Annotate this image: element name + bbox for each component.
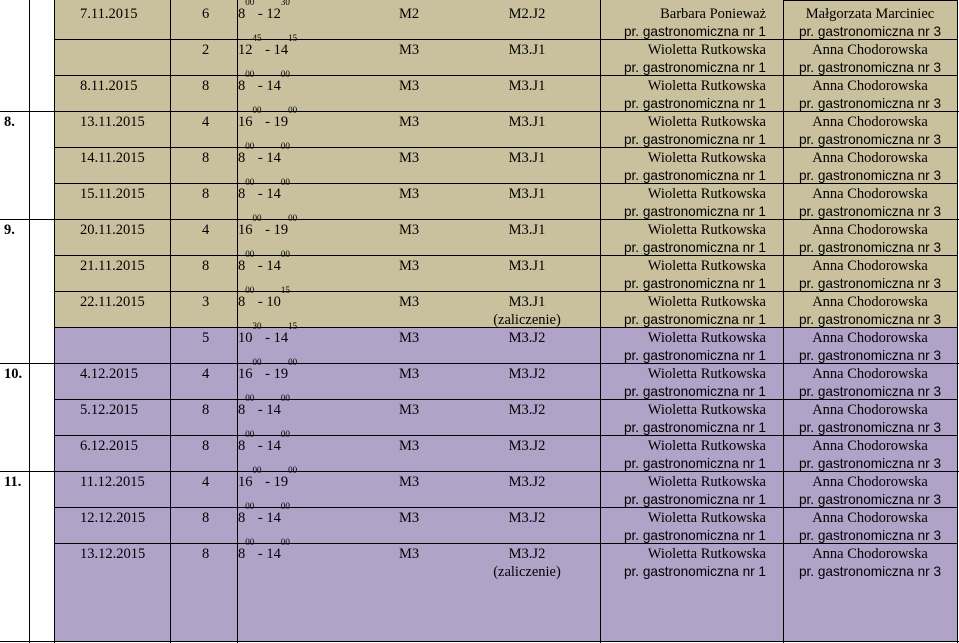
room-cell: M3 xyxy=(399,78,420,94)
room-cell: M3 xyxy=(399,186,420,202)
hours-cell: 8 xyxy=(202,258,210,274)
teacher-1: Wioletta Rutkowska xyxy=(647,402,766,418)
group-cell: M3.J1 xyxy=(508,258,546,274)
group-cell: M3.J1 xyxy=(508,150,546,166)
room-cell: M3 xyxy=(399,42,420,58)
room-cell: M3 xyxy=(399,438,420,454)
room-1: pr. gastronomiczna nr 1 xyxy=(623,384,766,399)
room-2: pr. gastronomiczna nr 3 xyxy=(798,528,942,543)
time-cell: $16^{00} - 19^{00}$ xyxy=(238,465,298,490)
group-cell: M3.J2 xyxy=(508,330,546,346)
hours-cell: 2 xyxy=(202,42,210,58)
date-cell: 11.12.2015 xyxy=(80,474,145,490)
hours-cell: 8 xyxy=(202,438,210,454)
grid-vline xyxy=(29,0,30,643)
teacher-1: Wioletta Rutkowska xyxy=(647,546,766,562)
group-cell: M3.J1 xyxy=(508,42,546,58)
group-number: 10. xyxy=(4,366,23,382)
grid-vline xyxy=(54,0,55,643)
hours-cell: 4 xyxy=(202,366,210,382)
room-cell: M3 xyxy=(399,114,420,130)
teacher-2: Małgorzata Marciniec xyxy=(805,6,935,22)
room-2: pr. gastronomiczna nr 3 xyxy=(798,132,942,147)
teacher-1: Wioletta Rutkowska xyxy=(647,474,766,490)
room-2: pr. gastronomiczna nr 3 xyxy=(798,24,942,39)
hours-cell: 8 xyxy=(202,78,210,94)
group-number: 8. xyxy=(4,114,15,130)
time-cell: $16^{00} - 19^{00}$ xyxy=(238,357,298,382)
teacher-2: Anna Chodorowska xyxy=(812,366,928,382)
room-1: pr. gastronomiczna nr 1 xyxy=(623,24,766,39)
grid-vline xyxy=(170,0,171,643)
room-cell: M2 xyxy=(399,6,420,22)
teacher-1: Wioletta Rutkowska xyxy=(647,294,766,310)
group-cell: M3.J2 xyxy=(508,438,546,454)
group-cell: M3.J1 xyxy=(508,294,546,310)
time-cell: $16^{00} - 19^{00}$ xyxy=(238,105,298,130)
room-2: pr. gastronomiczna nr 3 xyxy=(798,456,942,471)
group-cell: M3.J2 xyxy=(508,402,546,418)
teacher-2: Anna Chodorowska xyxy=(812,258,928,274)
teacher-1: Wioletta Rutkowska xyxy=(647,510,766,526)
hours-cell: 8 xyxy=(202,150,210,166)
group-number: 11. xyxy=(4,474,22,490)
room-cell: M3 xyxy=(399,366,420,382)
room-1: pr. gastronomiczna nr 1 xyxy=(623,168,766,183)
group-cell: M3.J1 xyxy=(508,222,546,238)
teacher-2: Anna Chodorowska xyxy=(812,474,928,490)
grid-vline xyxy=(957,0,958,643)
time-cell: $8^{00} - 14^{00}$ xyxy=(238,141,290,166)
group-cell: M3.J1 xyxy=(508,114,546,130)
time-cell: $16^{00} - 19^{00}$ xyxy=(238,213,298,238)
teacher-1: Wioletta Rutkowska xyxy=(647,150,766,166)
hours-cell: 8 xyxy=(202,186,210,202)
date-cell: 13.12.2015 xyxy=(80,546,146,562)
room-2: pr. gastronomiczna nr 3 xyxy=(798,492,942,507)
date-cell: 5.12.2015 xyxy=(80,402,138,418)
time-cell: $10^{30} - 14^{15}$ xyxy=(238,321,298,346)
time-cell: $8^{00} - 10^{15}$ xyxy=(238,285,290,310)
room-2: pr. gastronomiczna nr 3 xyxy=(798,564,942,579)
time-cell: $8^{00} - 14^{00}$ xyxy=(238,537,290,562)
teacher-1: Wioletta Rutkowska xyxy=(647,78,766,94)
time-cell: $8^{00} - 12^{30}$ xyxy=(238,0,290,22)
room-1: pr. gastronomiczna nr 1 xyxy=(623,528,766,543)
teacher-1: Wioletta Rutkowska xyxy=(647,114,766,130)
teacher-2: Anna Chodorowska xyxy=(812,150,928,166)
room-2: pr. gastronomiczna nr 3 xyxy=(798,240,942,255)
teacher-2: Anna Chodorowska xyxy=(812,330,928,346)
teacher-2: Anna Chodorowska xyxy=(812,186,928,202)
group-cell: M3.J2 xyxy=(508,474,546,490)
teacher-1: Wioletta Rutkowska xyxy=(647,42,766,58)
time-cell: $8^{00} - 14^{00}$ xyxy=(238,249,290,274)
date-cell: 4.12.2015 xyxy=(80,366,138,382)
room-cell: M3 xyxy=(399,402,420,418)
hours-cell: 8 xyxy=(202,546,210,562)
room-cell: M3 xyxy=(399,222,420,238)
room-2: pr. gastronomiczna nr 3 xyxy=(798,60,942,75)
room-2: pr. gastronomiczna nr 3 xyxy=(798,420,942,435)
time-cell: $8^{00} - 14^{00}$ xyxy=(238,177,290,202)
group-note: (zaliczenie) xyxy=(493,564,561,580)
room-1: pr. gastronomiczna nr 1 xyxy=(623,312,766,327)
date-cell: 20.11.2015 xyxy=(80,222,145,238)
room-cell: M3 xyxy=(399,294,420,310)
date-cell: 21.11.2015 xyxy=(80,258,145,274)
hours-cell: 4 xyxy=(202,222,210,238)
group-cell: M3.J2 xyxy=(508,510,546,526)
teacher-2: Anna Chodorowska xyxy=(812,294,928,310)
time-cell: $8^{00} - 14^{00}$ xyxy=(238,429,290,454)
grid-hline xyxy=(783,0,958,1)
time-cell: $12^{45} - 14^{15}$ xyxy=(238,33,298,58)
date-cell: 7.11.2015 xyxy=(80,6,138,22)
teacher-1: Barbara Ponieważ xyxy=(660,6,766,22)
teacher-1: Wioletta Rutkowska xyxy=(647,366,766,382)
grid-hline xyxy=(0,641,959,642)
teacher-2: Anna Chodorowska xyxy=(812,402,928,418)
group-cell: M3.J1 xyxy=(508,186,546,202)
room-cell: M3 xyxy=(399,150,420,166)
teacher-2: Anna Chodorowska xyxy=(812,438,928,454)
group-cell: M3.J2 xyxy=(508,546,546,562)
teacher-2: Anna Chodorowska xyxy=(812,114,928,130)
room-cell: M3 xyxy=(399,546,420,562)
room-1: pr. gastronomiczna nr 1 xyxy=(623,132,766,147)
hours-cell: 6 xyxy=(202,6,210,22)
teacher-2: Anna Chodorowska xyxy=(812,510,928,526)
teacher-1: Wioletta Rutkowska xyxy=(647,438,766,454)
time-cell: $8^{00} - 14^{00}$ xyxy=(238,501,290,526)
room-1: pr. gastronomiczna nr 1 xyxy=(623,240,766,255)
date-cell: 13.11.2015 xyxy=(80,114,145,130)
group-number: 9. xyxy=(4,222,15,238)
room-2: pr. gastronomiczna nr 3 xyxy=(798,312,942,327)
room-1: pr. gastronomiczna nr 1 xyxy=(623,96,766,111)
room-1: pr. gastronomiczna nr 1 xyxy=(623,564,766,579)
hours-cell: 8 xyxy=(202,402,210,418)
hours-cell: 3 xyxy=(202,294,210,310)
room-cell: M3 xyxy=(399,510,420,526)
teacher-1: Wioletta Rutkowska xyxy=(647,186,766,202)
hours-cell: 8 xyxy=(202,510,210,526)
date-cell: 12.12.2015 xyxy=(80,510,146,526)
teacher-2: Anna Chodorowska xyxy=(812,222,928,238)
group-cell: M3.J2 xyxy=(508,366,546,382)
date-cell: 22.11.2015 xyxy=(80,294,145,310)
teacher-2: Anna Chodorowska xyxy=(812,42,928,58)
teacher-2: Anna Chodorowska xyxy=(812,78,928,94)
hours-cell: 5 xyxy=(202,330,210,346)
date-cell: 14.11.2015 xyxy=(80,150,145,166)
room-2: pr. gastronomiczna nr 3 xyxy=(798,348,942,363)
teacher-2: Anna Chodorowska xyxy=(812,546,928,562)
teacher-1: Wioletta Rutkowska xyxy=(647,222,766,238)
room-1: pr. gastronomiczna nr 1 xyxy=(623,60,766,75)
date-cell: 6.12.2015 xyxy=(80,438,138,454)
room-cell: M3 xyxy=(399,258,420,274)
time-cell: $8^{00} - 14^{00}$ xyxy=(238,393,290,418)
room-2: pr. gastronomiczna nr 3 xyxy=(798,384,942,399)
room-1: pr. gastronomiczna nr 1 xyxy=(623,456,766,471)
teacher-1: Wioletta Rutkowska xyxy=(647,330,766,346)
room-cell: M3 xyxy=(399,474,420,490)
room-1: pr. gastronomiczna nr 1 xyxy=(623,204,766,219)
group-note: (zaliczenie) xyxy=(493,312,561,328)
room-1: pr. gastronomiczna nr 1 xyxy=(623,420,766,435)
hours-cell: 4 xyxy=(202,114,210,130)
teacher-1: Wioletta Rutkowska xyxy=(647,258,766,274)
room-2: pr. gastronomiczna nr 3 xyxy=(798,168,942,183)
date-cell: 15.11.2015 xyxy=(80,186,145,202)
room-1: pr. gastronomiczna nr 1 xyxy=(623,492,766,507)
group-cell: M3.J1 xyxy=(508,78,546,94)
hours-cell: 4 xyxy=(202,474,210,490)
room-cell: M3 xyxy=(399,330,420,346)
room-1: pr. gastronomiczna nr 1 xyxy=(623,348,766,363)
time-cell: $8^{00} - 14^{00}$ xyxy=(238,69,290,94)
date-cell: 8.11.2015 xyxy=(80,78,138,94)
group-cell: M2.J2 xyxy=(508,6,546,22)
room-2: pr. gastronomiczna nr 3 xyxy=(798,96,942,111)
room-2: pr. gastronomiczna nr 3 xyxy=(798,276,942,291)
room-2: pr. gastronomiczna nr 3 xyxy=(798,204,942,219)
room-1: pr. gastronomiczna nr 1 xyxy=(623,276,766,291)
